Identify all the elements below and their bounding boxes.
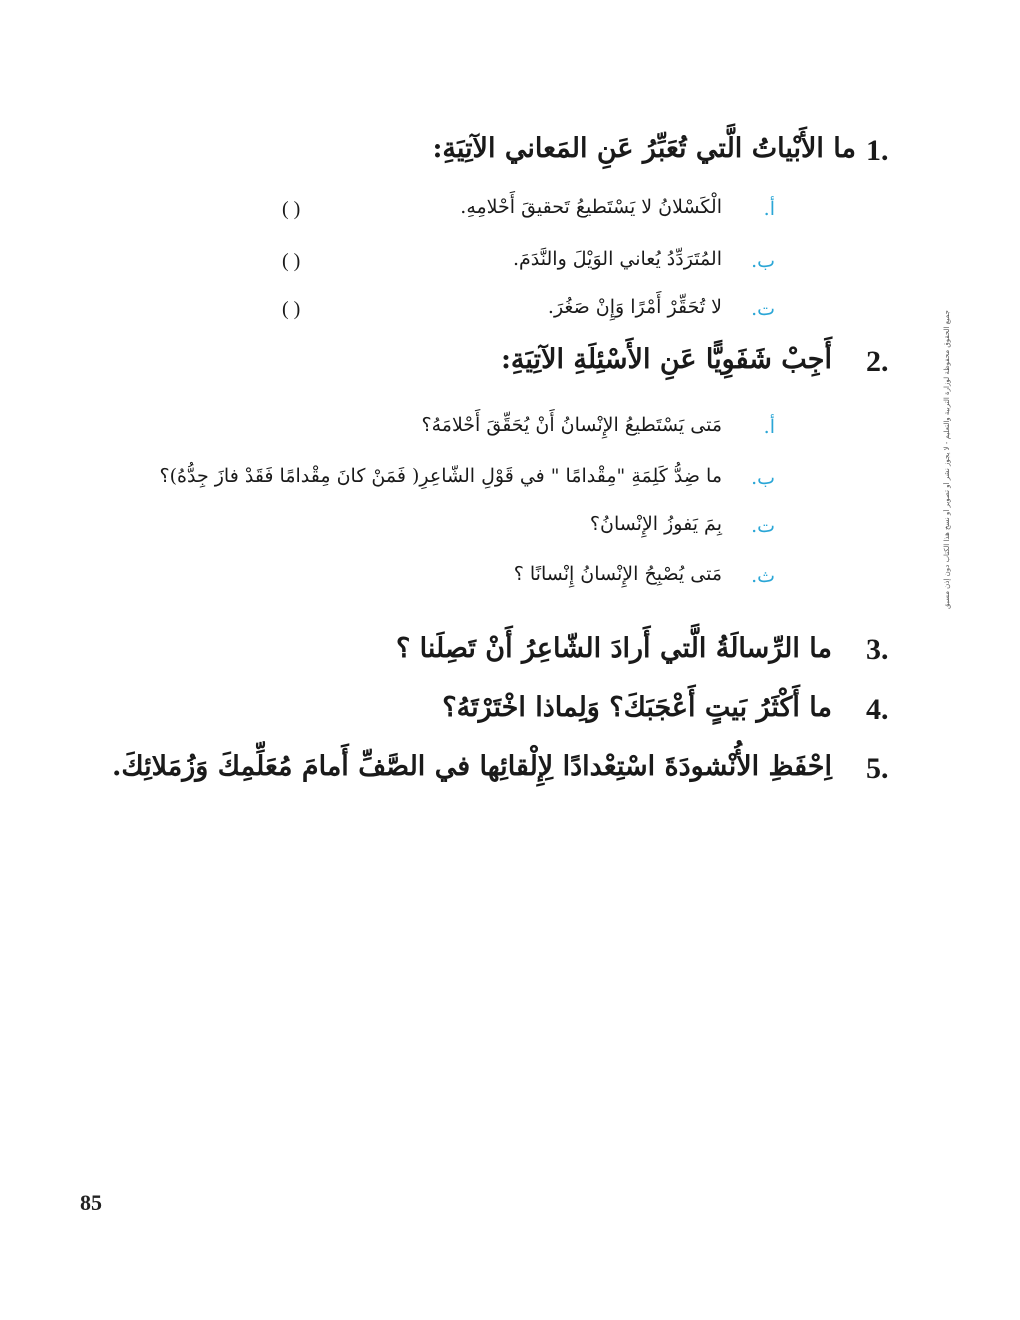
- q2-item-d-letter: ث.: [751, 565, 775, 587]
- q1-item-b-answer-blank: ( ): [282, 250, 301, 272]
- q2-item-a-letter: أ.: [763, 416, 775, 438]
- page-number: 85: [80, 1190, 102, 1215]
- q1-item-c-answer-blank: ( ): [282, 298, 301, 320]
- q2-item-a-text: مَتى يَسْتَطيعُ الإِنْسانُ أَنْ يُحَقِّقَ أَحْلامَهُ؟: [421, 414, 722, 436]
- q1-item-a-text: الْكَسْلانُ لا يَسْتَطيعُ تَحقيقَ أَحْلامِهِ.: [460, 196, 722, 218]
- question-2-text: أَجِبْ شَفَوِيًّا عَنِ الأَسْئِلَةِ الآتِيَةِ:: [500, 344, 832, 375]
- q1-item-a-answer-blank: ( ): [282, 198, 301, 220]
- question-4-number: 4.: [866, 693, 889, 726]
- question-2-number: 2.: [866, 345, 889, 378]
- q2-item-c-letter: ت.: [751, 515, 775, 537]
- q1-item-c-text: لا تُحَقِّرْ أَمْرًا وَإِنْ صَغُرَ.: [547, 296, 722, 318]
- q2-item-d-text: مَتى يُصْبِحُ الإِنْسانُ إِنْسانًا ؟: [513, 563, 722, 585]
- q1-item-b-text: المُتَرَدِّدُ يُعاني الوَيْلَ والنَّدَمَ.: [513, 248, 722, 270]
- q1-item-c-letter: ت.: [751, 298, 775, 320]
- copyright-margin-note: جميع الحقوق محفوظة لوزارة التربية والتعليم - لا يجوز نشر أو تصوير أو نسخ هذا الكتاب دون إذن مسبق: [943, 310, 951, 609]
- q2-item-b-letter: ب.: [751, 467, 775, 489]
- question-4-text: ما أَكْثَرُ بَيتٍ أَعْجَبَكَ؟ وَلِماذا اخْتَرْتَهُ؟: [442, 692, 832, 723]
- question-1-text: ما الأَبْياتُ الَّتي تُعَبِّرُ عَنِ المَعاني الآتِيَةِ:: [432, 133, 856, 164]
- question-3-text: ما الرِّسالَةُ الَّتي أَرادَ الشّاعِرُ أَنْ تَصِلَنا ؟: [395, 633, 832, 664]
- question-1-number: 1.: [866, 134, 889, 167]
- question-5-text: اِحْفَظِ الأُنْشودَةَ اسْتِعْدادًا لِإِلْقائِها في الصَّفِّ أَمامَ مُعَلِّمِكَ وَزُمَلائِكَ.: [111, 751, 832, 782]
- q2-item-b-text: ما ضِدُّ كَلِمَةِ "مِقْدامًا " في قَوْلِ الشّاعِرِ( فَمَنْ كانَ مِقْدامًا فَقَدْ فازَ جِدُّهُ)؟: [159, 465, 722, 487]
- q1-item-a-letter: أ.: [763, 198, 775, 220]
- q2-item-c-text: بِمَ يَفوزُ الإِنْسانُ؟: [589, 513, 722, 535]
- question-3-number: 3.: [866, 633, 889, 666]
- q1-item-b-letter: ب.: [751, 250, 775, 272]
- question-5-number: 5.: [866, 752, 889, 785]
